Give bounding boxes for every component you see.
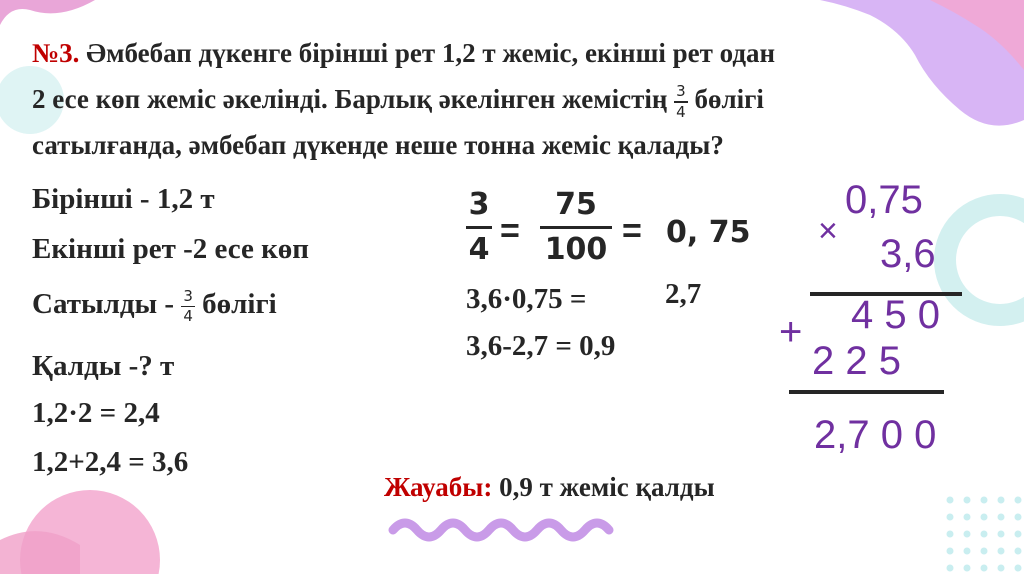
problem-line-3: сатылғанда, әмбебап дүкенде неше тонна жеміс қалады? [32, 130, 724, 160]
given-remaining: Қалды -? т [32, 350, 175, 382]
column-multiplier: 3,6 [880, 232, 936, 276]
problem-fraction [674, 84, 688, 120]
fraction-2-numerator: 75 [555, 187, 597, 222]
fraction-2-denominator: 100 [544, 232, 608, 267]
subtraction-expression: 3,6-2,7 = 0,9 [466, 330, 616, 362]
decor-top-left-corner [0, 0, 95, 25]
calc-step-1: 1,2·2 = 2,4 [32, 397, 160, 429]
given-sold-fraction [181, 286, 195, 326]
decor-purple-squiggle [393, 523, 609, 537]
problem-line-2 [32, 76, 992, 122]
fraction-three-quarters [466, 187, 492, 267]
given-sold [32, 288, 277, 324]
problem-fraction-numerator: 3 [676, 82, 686, 101]
problem-line-1 [32, 30, 992, 76]
column-times-sign: × [818, 212, 838, 250]
given-sold-numerator: 3 [183, 286, 193, 305]
given-sold-suffix: бөлігі [194, 288, 277, 320]
answer-label: Жауабы: [384, 472, 493, 502]
fraction-1-numerator: 3 [468, 187, 490, 222]
decor-dot-grid [947, 497, 1022, 572]
column-final-product: 2,7 0 0 [814, 413, 937, 457]
column-plus-sign: + [779, 310, 803, 354]
problem-statement [32, 30, 992, 168]
given-first: Бірінші - 1,2 т [32, 183, 215, 215]
column-line-2 [789, 390, 944, 394]
multiplication-expression: 3,6·0,75 = [466, 283, 587, 315]
problem-number: №3. [32, 38, 80, 68]
given-second: Екінші рет -2 есе көп [32, 233, 310, 265]
equals-sign-2: = [622, 212, 642, 250]
fraction-75-over-100 [540, 187, 612, 267]
column-partial-product-2: 2 2 5 [812, 339, 901, 383]
multiplication-result: 2,7 [665, 278, 702, 310]
answer [384, 472, 715, 503]
column-partial-product-1: 4 5 0 [851, 293, 940, 337]
problem-line-2-text-b: бөлігі [687, 84, 764, 114]
problem-line-1-text: Әмбебап дүкенге бірінші рет 1,2 т жеміс, екінші рет одан [79, 38, 776, 68]
given-sold-denominator: 4 [183, 307, 193, 326]
given-sold-label: Сатылды - [32, 288, 182, 320]
equals-sign-1: = [500, 212, 520, 250]
answer-text: 0,9 т жеміс қалды [492, 472, 715, 502]
problem-line-2-text-a: 2 есе көп жеміс әкелінді. Барлық әкелінген жемістің [32, 84, 675, 114]
fraction-1-denominator: 4 [468, 232, 490, 267]
decor-teal-ring-right [945, 205, 1024, 315]
calc-step-2: 1,2+2,4 = 3,6 [32, 446, 189, 478]
problem-fraction-denominator: 4 [676, 102, 686, 121]
column-multiplicand: 0,75 [845, 178, 923, 222]
decimal-result: 0, 75 [666, 215, 751, 250]
